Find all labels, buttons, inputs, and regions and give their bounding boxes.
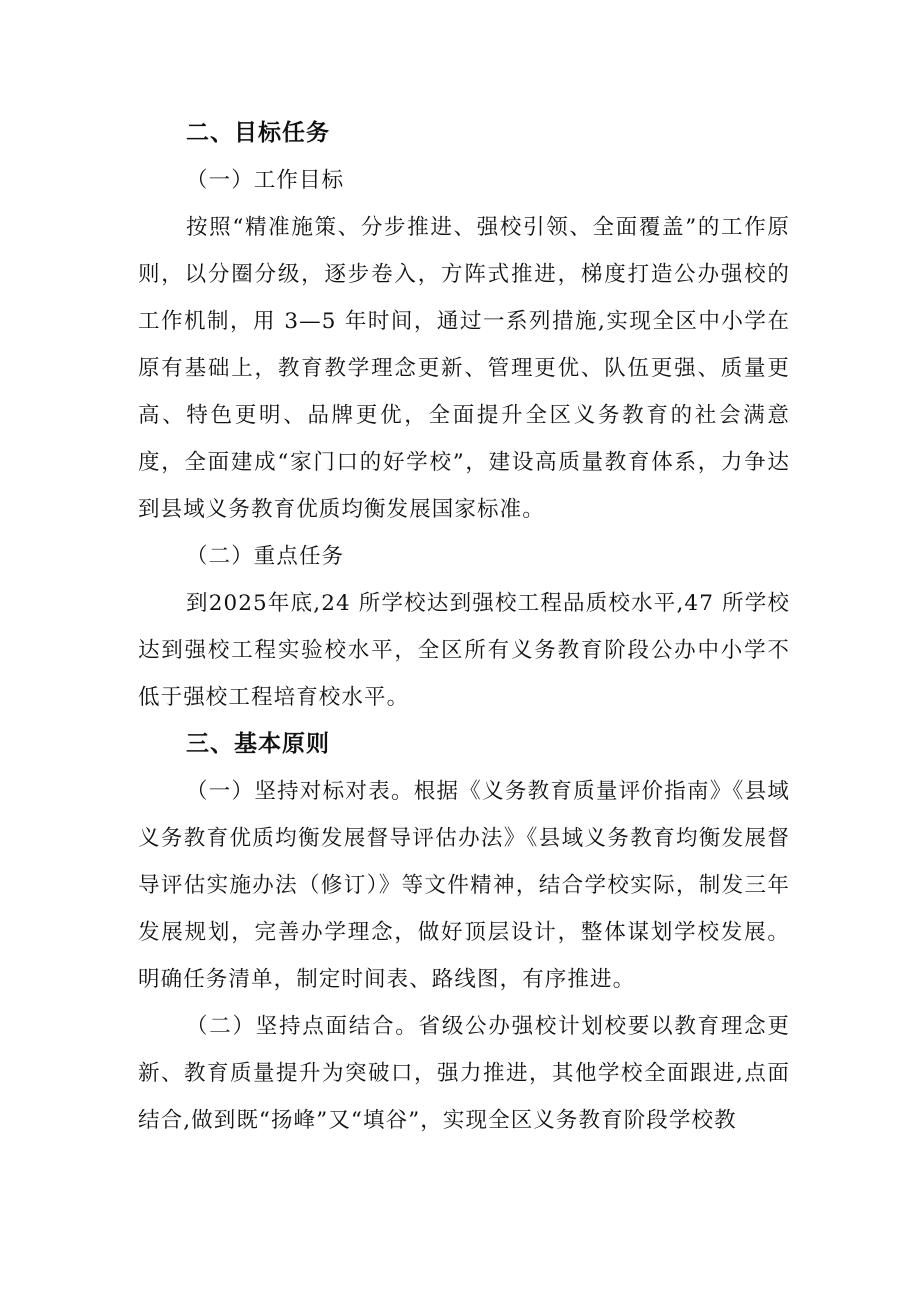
- section-heading-principles: 三、基本原则: [186, 731, 330, 757]
- subheading-key-tasks: （二）重点任务: [186, 544, 345, 569]
- subheading-work-goals: （一）工作目标: [186, 168, 345, 193]
- paragraph-principle-combination: （二）坚持点面结合。省级公办强校计划校要以教育理念更新、教育质量提升为突破口，强力推进，其他学校全面跟进,点面结合,做到既“扬峰”又“填谷”，实现全区义务教育阶段学校教: [138, 1014, 790, 1133]
- document-body: [138, 110, 790, 1144]
- paragraph-work-goals: 按照“精准施策、分步推进、强校引领、全面覆盖”的工作原则，以分圈分级，逐步卷入，方阵式推进，梯度打造公办强校的工作机制，用 3—5 年时间，通过一系列措施,实现全区中小学在原有基础上，教育教学理念更新、管理更优、队伍更强、质量更高、特色更明、品牌更优，全面提升全区义务教育的社会满意度，全面建成“家门口的好学校”，建设高质量教育体系，力争达到县域义务教育优质均衡发展国家标准。: [138, 215, 790, 522]
- paragraph-principle-benchmark: （一）坚持对标对表。根据《义务教育质量评价指南》《县域义务教育优质均衡发展督导评估办法》《县域义务教育均衡发展督导评估实施办法（修订）》等文件精神，结合学校实际，制发三年发展规划，完善办学理念，做好顶层设计，整体谋划学校发展。明确任务清单，制定时间表、路线图，有序推进。: [138, 779, 790, 992]
- section-heading-goals: 二、目标任务: [186, 120, 330, 146]
- paragraph-key-tasks: 到2025年底,24 所学校达到强校工程品质校水平,47 所学校达到强校工程实验校水平，全区所有义务教育阶段公办中小学不低于强校工程培育校水平。: [138, 591, 790, 710]
